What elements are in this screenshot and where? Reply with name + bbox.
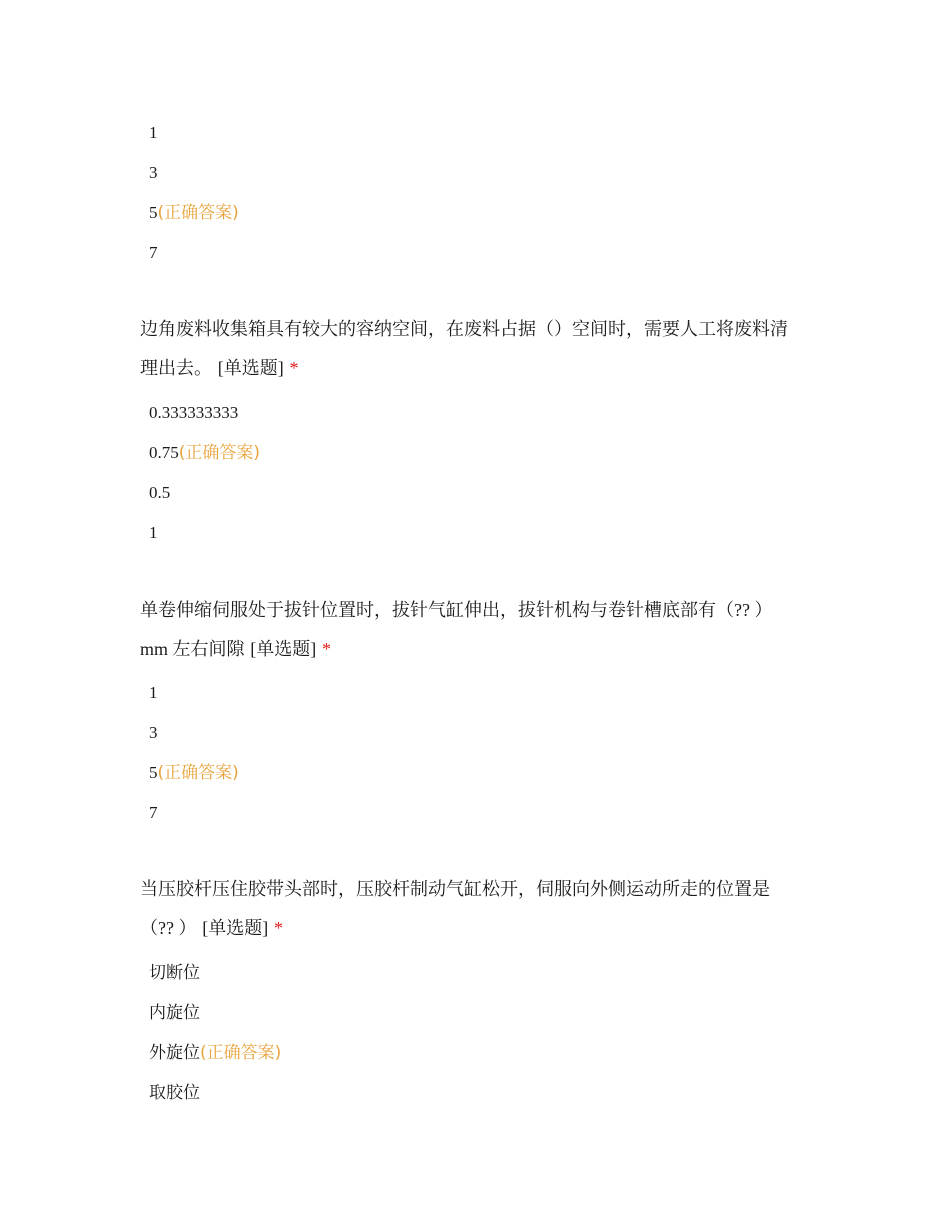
question-line: 当压胶杆压住胶带头部时，压胶杆制动气缸松开，伺服向外侧运动所走的位置是	[140, 879, 770, 900]
option-item	[149, 993, 200, 1033]
option-item	[149, 753, 239, 793]
option-text: 切断位	[149, 963, 200, 983]
question-line: （	[140, 918, 158, 939]
question-line: 单卷伸缩伺服处于拔针位置时，拔针气缸伸出，拔针机构与卷针槽底部有（	[140, 600, 734, 621]
question-text	[140, 591, 820, 669]
option-item	[149, 1073, 200, 1113]
option-item	[149, 193, 239, 233]
option-item	[149, 793, 158, 833]
option-text: 7	[149, 803, 158, 822]
option-text: 内旋位	[149, 1003, 200, 1023]
correct-answer-mark: (正确答案)	[200, 1043, 282, 1063]
option-text: 3	[149, 723, 158, 742]
question-type-tag: [单选题]	[250, 639, 317, 659]
question-type-tag: [单选题]	[217, 358, 284, 378]
question-line-placeholder: ?? ）	[158, 918, 197, 938]
option-item	[149, 433, 260, 473]
required-asterisk: *	[289, 358, 299, 378]
option-text: 5	[149, 203, 158, 222]
question-text	[140, 871, 820, 948]
option-item	[149, 673, 158, 713]
option-item	[149, 153, 158, 193]
option-item	[149, 1033, 281, 1073]
option-item	[149, 113, 158, 153]
question-text	[140, 311, 820, 388]
option-text: 1	[149, 523, 158, 542]
option-text: 0.5	[149, 483, 171, 502]
option-item	[149, 473, 170, 513]
question-line-placeholder: ?? ）	[734, 600, 773, 620]
question-line: 理出去。	[140, 358, 212, 379]
question-line: 左右间隙	[172, 639, 245, 660]
question-line: 边角废料收集箱具有较大的容纳空间，在废料占据（）空间时，需要人工将废料清	[140, 319, 788, 340]
option-item	[149, 953, 200, 993]
required-asterisk: *	[321, 639, 331, 659]
option-text: 5	[149, 763, 158, 782]
correct-answer-mark: (正确答案)	[157, 763, 239, 783]
option-item	[149, 713, 158, 753]
option-text: 0.75	[149, 443, 179, 462]
option-text: 3	[149, 163, 158, 182]
option-text: 外旋位	[149, 1043, 200, 1063]
option-item	[149, 393, 238, 433]
option-text: 取胶位	[149, 1083, 200, 1103]
required-asterisk: *	[273, 918, 283, 938]
question-type-tag: [单选题]	[202, 918, 269, 938]
correct-answer-mark: (正确答案)	[178, 443, 261, 463]
option-item	[149, 233, 158, 273]
correct-answer-mark: (正确答案)	[157, 203, 239, 223]
option-text: 0.333333333	[149, 403, 239, 422]
question-unit: mm	[140, 639, 173, 659]
option-text: 7	[149, 243, 158, 262]
option-text: 1	[149, 683, 158, 702]
option-text: 1	[149, 123, 158, 142]
option-item	[149, 513, 158, 553]
